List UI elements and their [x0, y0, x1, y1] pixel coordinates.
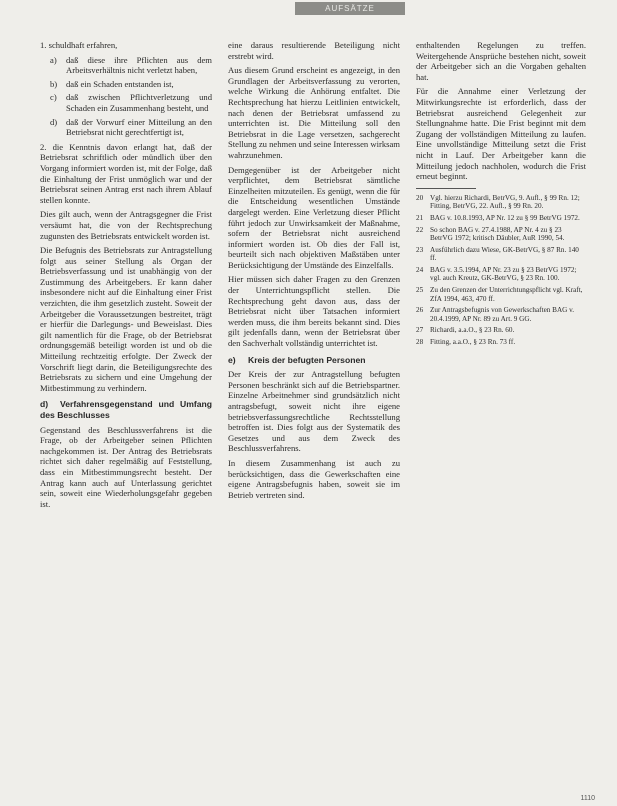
footnote-divider	[416, 188, 476, 189]
paragraph: eine daraus resultierende Beteiligung nicht erstrebt wird.	[228, 40, 400, 61]
footnote: 20 Vgl. hierzu Richardi, BetrVG, 9. Aufl., § 99 Rn. 12; Fitting, BetrVG, 22. Aufl., § 99 Rn. 20.	[416, 193, 580, 211]
enumeration-list	[40, 55, 212, 138]
paragraph: Die Befugnis des Betriebsrats zur Antragstellung folgt aus seiner Stellung als Organ der Betriebsverfassung und ist unabhängig von der Zustimmung des Arbeitgebers. Er kann daher insbesondere nicht auf die Einhaltung einer Frist verzichten, die ihm gesetzlich zusteht. Soweit der Arbeitgeber die Voraussetzungen bestreitet, trägt er hierfür die Darlegungs- und Beweislast. Dies gilt namentlich für die Frage, ob der Betriebsrat ordnungsgemäß beteiligt worden ist und ob die Mitteilung rechtzeitig erfolgte. Der Zweck der Vorschrift liegt darin, die Beteiligungsrechte des Betriebsrats zu sichern und eine Umgehung der Mitbestimmung zu verhindern.	[40, 245, 212, 393]
footnote: 21 BAG v. 10.8.1993, AP Nr. 12 zu § 99 BetrVG 1972.	[416, 213, 580, 222]
paragraph: In diesem Zusammenhang ist auch zu berücksichtigen, dass die Gewerkschaften eine eigene Antragsbefugnis haben, soweit sie im Betrieb vertreten sind.	[228, 457, 400, 500]
footnote: 22 So schon BAG v. 27.4.1988, AP Nr. 4 zu § 23 BetrVG 1972; kritisch Däubler, AuR 1990, 54.	[416, 225, 565, 243]
paragraph: Gegenstand des Beschlussverfahrens ist die Frage, ob der Arbeitgeber seinen Pflichten nachgekommen ist. Der Antrag des Betriebsrats richtet sich daher regelmäßig auf Feststellung, dass ein Mitbestimmungsrecht besteht. Der Antrag kann auch auf Unterlassung gerichtet sein, soweit eine Wiederholungsgefahr gegeben ist.	[40, 424, 212, 509]
paragraph: enthaltenden Regelungen zu treffen. Weitergehende Ansprüche bestehen nicht, soweit der Arbeitgeber sich an die Vorgaben gehalten hat.	[416, 40, 586, 82]
paragraph: Dies gilt auch, wenn der Antragsgegner die Frist versäumt hat, die von der Rechtsprechung zugunsten des Betriebsrats entwickelt worden ist.	[40, 209, 212, 241]
paragraph: Hier müssen sich daher Fragen zu den Grenzen der Unterrichtungspflicht stellen. Die Rechtsprechung geht davon aus, dass der Betriebsrat nicht über Tatsachen informiert werden muss, die ihm bereits bekannt sind. Dies gilt jedenfalls dann, wenn der Betriebsrat über den Sachverhalt vollständig unterrichtet ist.	[228, 274, 400, 349]
section-heading: d) Verfahrensgegenstand und Umfang des Beschlusses	[40, 399, 212, 420]
paragraph: 2. die Kenntnis davon erlangt hat, daß der Betriebsrat schriftlich oder mündlich über den Vorgang informiert worden ist, mit der Folge, daß die Einhaltung der Frist unmöglich war und der Betriebsrat seinen Antrag erst nach ihrem Ablauf stellen konnte.	[40, 141, 212, 205]
paragraph: Der Kreis der zur Antragstellung befugten Personen beschränkt sich auf die Betriebspartner. Einzelne Arbeitnehmer sind grundsätzlich nicht antragsbefugt, soweit nicht ihre eigene betriebsverfassungsrechtliche Rechtsstellung betroffen ist. Dies folgt aus der Systematik des Gesetzes und aus dem Zweck des Beschlussverfahrens.	[228, 369, 400, 454]
footnote: 27 Richardi, a.a.O., § 23 Rn. 60.	[416, 326, 515, 335]
paragraph: Aus diesem Grund erscheint es angezeigt, in den Grundlagen der Arbeitsverfassung zu verorten, welche Wirkung die Anhörung entfaltet. Die Rechtsprechung hat hierzu Leitlinien entwickelt, nach denen der Betriebsrat umfassend zu unterrichten ist. Die Mitteilung soll den Betriebsrat in die Lage versetzen, sachgerecht Stellung zu nehmen und seine Interessen wirksam wahrzunehmen.	[228, 65, 400, 160]
paragraph: Für die Annahme einer Verletzung der Mitwirkungsrechte ist erforderlich, dass der Betriebsrat ausreichend Gelegenheit zur Stellungnahme hatte. Die Frist beginnt mit dem Zugang der vollständigen Mitteilung zu laufen. Eine unvollständige Mitteilung setzt die Frist nicht in Lauf. Der Arbeitgeber kann die Mitteilung jedoch nachholen, wodurch die Frist erneut beginnt.	[416, 86, 586, 182]
footnote: 28 Fitting, a.a.O., § 23 Rn. 73 ff.	[416, 338, 516, 347]
list-item: b) daß ein Schaden entstanden ist,	[50, 78, 174, 89]
footnote: 24 BAG v. 3.5.1994, AP Nr. 23 zu § 23 BetrVG 1972; vgl. auch Kreutz, GK-BetrVG, § 23 Rn. 100.	[416, 265, 577, 283]
paragraph: Demgegenüber ist der Arbeitgeber nicht verpflichtet, dem Betriebsrat sämtliche Einzelheiten mitzuteilen. Es genügt, wenn die für die Entscheidung wesentlichen Umstände dargelegt werden. Eine Verletzung dieser Pflicht führt jedoch zur Unwirksamkeit der Maßnahme, sofern der Betriebsrat nicht ausreichend informiert worden ist. Ob dies der Fall ist, beurteilt sich nach objektiven Maßstäben unter Berücksichtigung der Umstände des Einzelfalls.	[228, 164, 400, 270]
column-3	[416, 40, 586, 350]
list-item: a) daß diese ihre Pflichten aus dem Arbeitsverhältnis nicht verletzt haben,	[50, 54, 212, 76]
list-item: c) daß zwischen Pflichtverletzung und Schaden ein Zusammenhang besteht, und	[50, 92, 212, 113]
column-1	[40, 40, 212, 513]
footnotes	[416, 194, 586, 347]
footnote: 23 Ausführlich dazu Wiese, GK-BetrVG, § 87 Rn. 140 ff.	[416, 245, 579, 263]
footnote: 26 Zur Antragsbefugnis von Gewerkschaften BAG v. 20.4.1999, AP Nr. 89 zu Art. 9 GG.	[416, 306, 575, 323]
section-heading: e) Kreis der befugten Personen	[228, 354, 366, 365]
list-item: d) daß der Vorwurf einer Mitteilung an den Betriebsrat nicht gerechtfertigt ist,	[50, 116, 212, 138]
section-header: AUFSÄTZE	[295, 2, 405, 15]
footnote: 25 Zu den Grenzen der Unterrichtungspflicht vgl. Kraft, ZfA 1994, 463, 470 ff.	[416, 286, 583, 303]
column-2	[228, 40, 400, 504]
page-number: 1110	[580, 795, 595, 802]
intro-line: 1. schuldhaft erfahren,	[40, 40, 118, 50]
